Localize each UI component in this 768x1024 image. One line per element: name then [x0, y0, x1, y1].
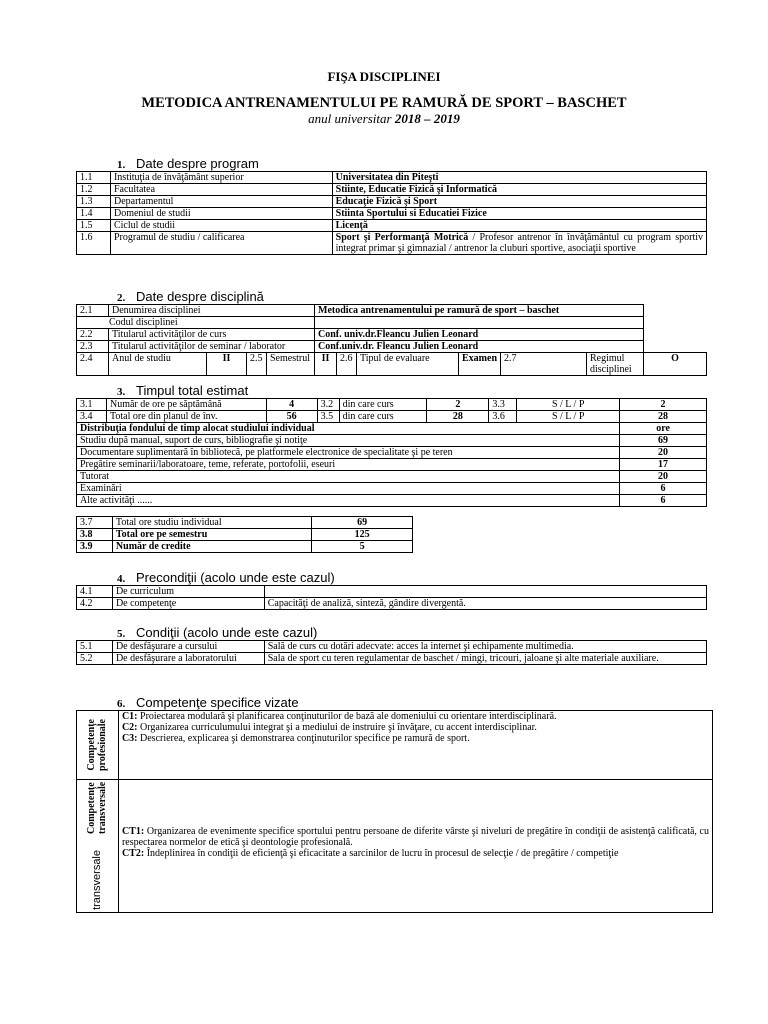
table-row [77, 598, 707, 610]
table-cell: Examinări [77, 483, 620, 495]
table-cell: 28 [620, 411, 707, 423]
table-cell: 2.2 [77, 329, 109, 341]
table-cell: Sport şi Performanţă Motrică / Profesor antrenor în învăţământul cu program sportiv integrat primar şi gimnazial / antrenor la cluburi sportive, asociaţii sportive [332, 232, 706, 255]
table-cell: ore [620, 423, 707, 435]
table-cell: 3.6 [489, 411, 517, 423]
table-cell: Anul de studiu [109, 353, 207, 376]
table-cell: Programul de studiu / calificarea [110, 232, 332, 255]
table-cell [315, 317, 644, 329]
table-cell: Tutorat [77, 471, 620, 483]
table-cell: 2.7 [501, 353, 587, 376]
table-cell: II [207, 353, 247, 376]
table-cell: Total ore din planul de înv. [106, 411, 266, 423]
discipline-title: METODICA ANTRENAMENTULUI PE RAMURĂ DE SPORT – BASCHET [141, 95, 627, 111]
table-cell [264, 586, 706, 598]
table-row [77, 341, 707, 353]
table-cell: Instituţia de învăţământ superior [110, 172, 332, 184]
table-row [77, 459, 707, 471]
table-cell: 4.1 [77, 586, 113, 598]
table-row [77, 435, 707, 447]
table-cell: 4.2 [77, 598, 113, 610]
table-row [77, 541, 413, 553]
table-cell: Codul disciplinei [77, 317, 315, 329]
table-cell: 5.1 [77, 641, 113, 653]
discipline-table [76, 304, 707, 376]
table-cell: Domeniul de studii [110, 208, 332, 220]
table-cell: 56 [266, 411, 317, 423]
section-4-heading: 4. Precondiţii (acolo unde este cazul) [117, 570, 335, 585]
table-cell: Pregătire seminarii/laboratoare, teme, referate, portofolii, eseuri [77, 459, 620, 471]
table-cell: Alte activităţi ...... [77, 495, 620, 507]
table-cell: 3.9 [77, 541, 113, 553]
table-cell: 1.6 [77, 232, 111, 255]
transversal-label: Competenţe transversale transversale [77, 780, 119, 913]
table-cell: Stiinte, Educatie Fizică şi Informatică [332, 184, 706, 196]
table-cell: Titularul activităţilor de curs [109, 329, 315, 341]
table-cell: 3.7 [77, 517, 113, 529]
professional-label: Competenţe profesionale [77, 711, 119, 780]
table-cell: 2.6 [337, 353, 357, 376]
table-row [77, 184, 707, 196]
table-cell: Sala de sport cu teren regulamentar de baschet / mingi, tricouri, jaloane şi alte materiale auxiliare. [264, 653, 706, 665]
table-cell: 28 [427, 411, 489, 423]
table-cell: 125 [312, 529, 413, 541]
table-cell: 3.5 [317, 411, 339, 423]
table-cell: 2.4 [77, 353, 109, 376]
table-cell: Titularul activităţilor de seminar / laborator [109, 341, 315, 353]
table-row [77, 517, 413, 529]
totals-table [76, 516, 413, 553]
table-row [77, 353, 707, 376]
table-row [77, 641, 707, 653]
table-row [77, 172, 707, 184]
table-cell: 3.3 [489, 399, 517, 411]
table-cell: Denumirea disciplinei [109, 305, 315, 317]
table-cell: Conf. univ.dr.Fleancu Julien Leonard [315, 329, 644, 341]
table-cell: 69 [620, 435, 707, 447]
table-cell: Universitatea din Piteşti [332, 172, 706, 184]
table-cell: 2.3 [77, 341, 109, 353]
preconditions-table [76, 585, 707, 610]
table-cell: 4 [266, 399, 317, 411]
table-cell: Stiinta Sportului si Educatiei Fizice [332, 208, 706, 220]
table-cell: Tipul de evaluare [357, 353, 459, 376]
table-row [77, 529, 413, 541]
table-row [77, 411, 707, 423]
transversal-competences: CT1: Organizarea de evenimente specifice sportului pentru persoane de diferite vârste şi niveluri de pregătire în condiţii de asistenţă calificată, cu respectarea normelor de etică şi deontologie profesională. CT2: Îndeplinirea în condiţii de eficienţă şi eficacitate a sarcinilor de lucru în procesul de selecţie / de pregătire / competiţie [118, 780, 712, 913]
table-cell: Număr de ore pe săptămână [106, 399, 266, 411]
table-cell: Facultatea [110, 184, 332, 196]
table-cell: Studiu după manual, suport de curs, bibliografie şi notiţe [77, 435, 620, 447]
competences-table [76, 710, 713, 913]
table-cell: 5.2 [77, 653, 113, 665]
program-table [76, 171, 707, 255]
table-row [77, 196, 707, 208]
table-row [77, 586, 707, 598]
table-cell: 1.4 [77, 208, 111, 220]
table-row [77, 317, 707, 329]
table-cell: 3.8 [77, 529, 113, 541]
table-cell: Distribuţia fondului de timp alocat studiului individual [77, 423, 620, 435]
section-2-heading: 2. Date despre disciplină [117, 289, 264, 304]
table-cell: De desfăşurare a laboratorului [112, 653, 264, 665]
table-cell: 20 [620, 447, 707, 459]
table-cell: Regimul disciplinei [587, 353, 644, 376]
table-row [77, 423, 707, 435]
table-cell: 1.3 [77, 196, 111, 208]
table-cell: 1.5 [77, 220, 111, 232]
table-cell: Ciclul de studii [110, 220, 332, 232]
table-row [77, 220, 707, 232]
table-cell: Documentare suplimentară în bibliotecă, pe platformele electronice de specialitate şi pe teren [77, 447, 620, 459]
table-row [77, 495, 707, 507]
table-cell: 2 [620, 399, 707, 411]
table-cell: Număr de credite [112, 541, 311, 553]
table-row [77, 232, 707, 255]
table-cell: S / L / P [517, 399, 620, 411]
document-title: FIŞA DISCIPLINEI [327, 69, 441, 84]
table-cell: 6 [620, 495, 707, 507]
table-cell: 3.1 [77, 399, 107, 411]
table-cell: Examen [459, 353, 501, 376]
section-1-heading: 1. Date despre program [117, 156, 259, 171]
table-cell: Capacităţi de analiză, sinteză, gândire divergentă. [264, 598, 706, 610]
table-cell: O [644, 353, 707, 376]
table-cell: 2.1 [77, 305, 109, 317]
table-cell: 20 [620, 471, 707, 483]
table-cell: 1.2 [77, 184, 111, 196]
table-cell: Total ore pe semestru [112, 529, 311, 541]
table-row [77, 653, 707, 665]
professional-competences: C1: Proiectarea modulară şi planificarea conţinuturilor de bază ale domeniului cu orientare interdisciplinară. C2: Organizarea curriculumului integrat şi a mediului de instruire şi învăţare, cu accent interdisciplinar. C3: Descrierea, explicarea şi demonstrarea conţinuturilor specifice pe ramură de sport. [118, 711, 712, 780]
table-row [77, 399, 707, 411]
table-cell: S / L / P [517, 411, 620, 423]
table-cell: 3.4 [77, 411, 107, 423]
table-cell: Sală de curs cu dotări adecvate: acces la internet şi echipamente multimedia. [264, 641, 706, 653]
table-cell: De competenţe [112, 598, 264, 610]
section-5-heading: 5. Condiţii (acolo unde este cazul) [117, 625, 318, 640]
section-6-heading: 6. Competenţe specifice vizate [117, 695, 299, 710]
table-cell: Semestrul [267, 353, 315, 376]
table-cell: De desfăşurare a cursului [112, 641, 264, 653]
table-row [77, 329, 707, 341]
table-cell: De curriculum [112, 586, 264, 598]
table-row [77, 447, 707, 459]
table-cell: 3.2 [317, 399, 339, 411]
table-cell: din care curs [339, 411, 427, 423]
table-row [77, 305, 707, 317]
table-cell: din care curs [339, 399, 427, 411]
table-cell: II [315, 353, 337, 376]
table-cell: Metodica antrenamentului pe ramură de sport – baschet [315, 305, 644, 317]
table-cell: 6 [620, 483, 707, 495]
academic-year: anul universitar 2018 – 2019 [308, 111, 460, 126]
table-cell: 17 [620, 459, 707, 471]
conditions-table [76, 640, 707, 665]
table-row [77, 483, 707, 495]
table-cell: Licenţă [332, 220, 706, 232]
table-cell: Educaţie Fizică şi Sport [332, 196, 706, 208]
table-cell: Departamentul [110, 196, 332, 208]
section-3-heading: 3. Timpul total estimat [117, 383, 249, 398]
table-cell: 2.5 [247, 353, 267, 376]
table-cell: 69 [312, 517, 413, 529]
table-row [77, 471, 707, 483]
table-row [77, 780, 713, 913]
table-row [77, 711, 713, 780]
table-cell: 2 [427, 399, 489, 411]
table-cell: Conf.univ.dr. Fleancu Julien Leonard [315, 341, 644, 353]
table-cell: 5 [312, 541, 413, 553]
table-cell: Total ore studiu individual [112, 517, 311, 529]
time-table [76, 398, 707, 507]
table-cell: 1.1 [77, 172, 111, 184]
table-row [77, 208, 707, 220]
